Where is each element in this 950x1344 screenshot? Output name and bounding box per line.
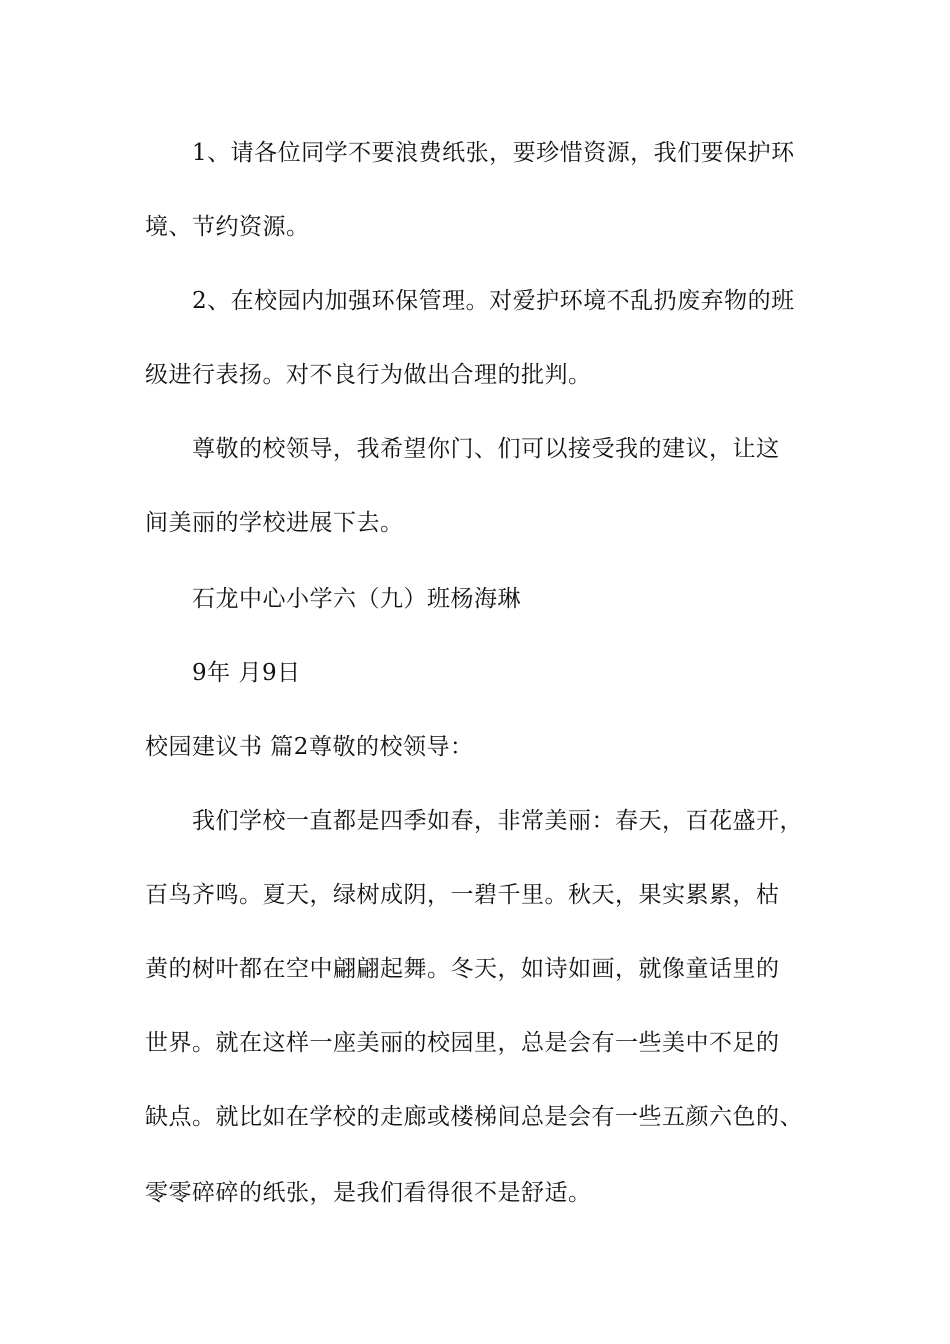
paragraph-line: 1、请各位同学不要浪费纸张，要珍惜资源，我们要保护环 <box>192 140 795 166</box>
paragraph-line: 缺点。就比如在学校的走廊或楼梯间总是会有一些五颜六色的、 <box>145 1104 803 1130</box>
paragraph-line: 尊敬的校领导，我希望你门、们可以接受我的建议，让这 <box>192 436 780 462</box>
paragraph-line: 百鸟齐鸣。夏天，绿树成阴，一碧千里。秋天，果实累累，枯 <box>145 882 780 908</box>
paragraph-line: 境、节约资源。 <box>145 214 310 240</box>
paragraph-line: 零零碎碎的纸张，是我们看得很不是舒适。 <box>145 1180 592 1206</box>
paragraph-line: 世界。就在这样一座美丽的校园里，总是会有一些美中不足的 <box>145 1030 780 1056</box>
date-line: 9年 月9日 <box>192 660 301 686</box>
paragraph-line: 2、在校园内加强环保管理。对爱护环境不乱扔废弃物的班 <box>192 288 795 314</box>
paragraph-line: 间美丽的学校进展下去。 <box>145 510 404 536</box>
paragraph-line: 我们学校一直都是四季如春，非常美丽：春天，百花盛开， <box>192 808 803 834</box>
section-heading: 校园建议书 篇2尊敬的校领导： <box>145 734 474 760</box>
paragraph-line: 级进行表扬。对不良行为做出合理的批判。 <box>145 362 592 388</box>
signature-line: 石龙中心小学六（九）班杨海琳 <box>192 586 521 612</box>
paragraph-line: 黄的树叶都在空中翩翩起舞。冬天，如诗如画，就像童话里的 <box>145 956 780 982</box>
